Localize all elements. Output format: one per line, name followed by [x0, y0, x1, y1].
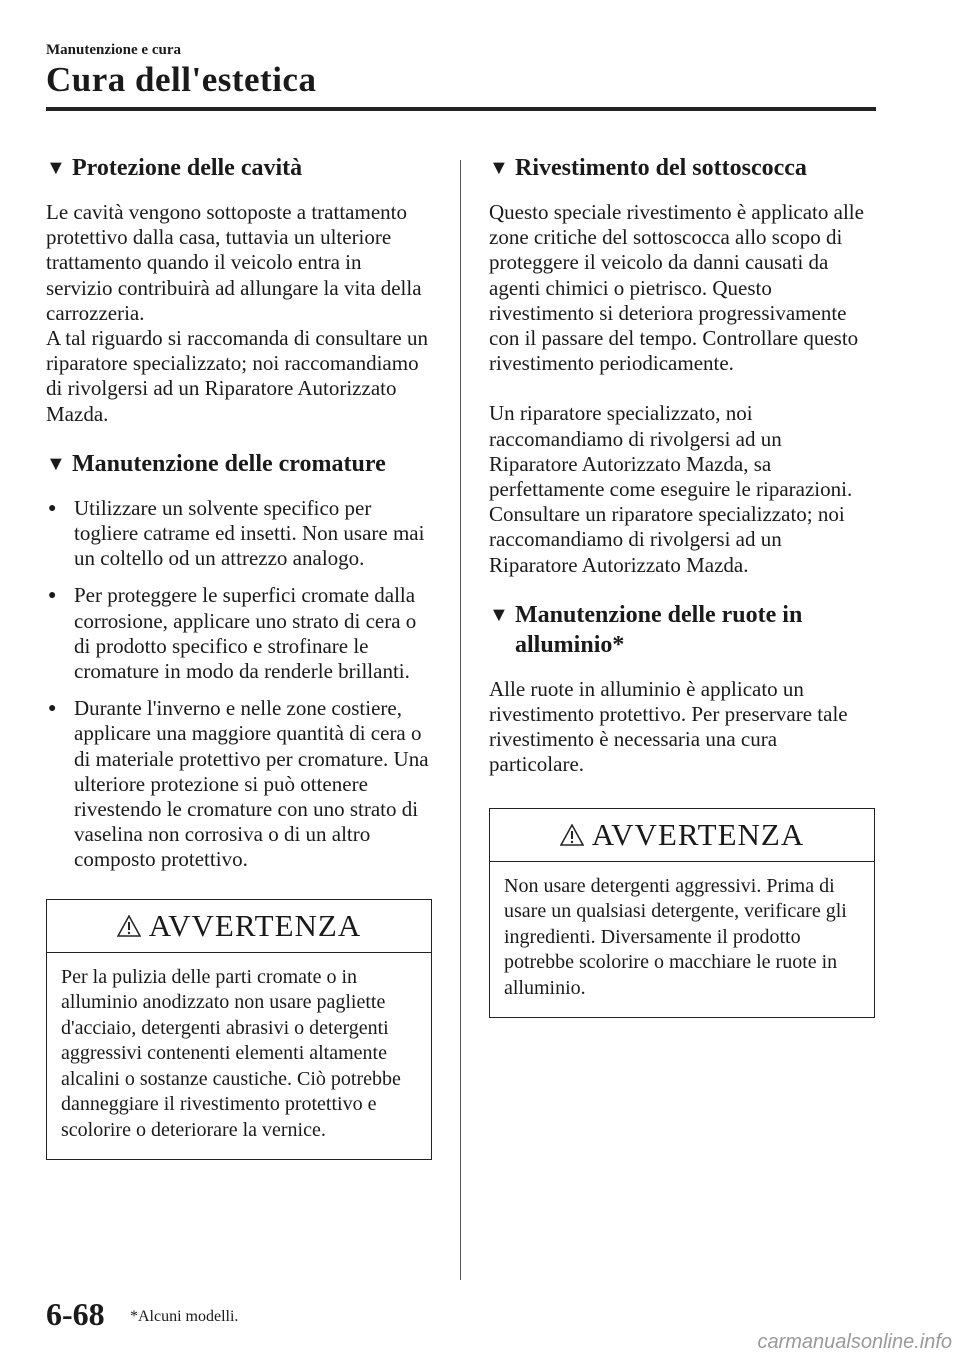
right-column	[489, 153, 875, 1018]
watermark: carmanualsonline.info	[757, 1331, 952, 1353]
list-item	[46, 496, 432, 572]
footnote: *Alcuni modelli.	[130, 1308, 239, 1325]
list-item	[46, 583, 432, 684]
heading-text: Manutenzione delle ruote in alluminio*	[515, 601, 803, 658]
heading-text: Manutenzione delle cromature	[72, 450, 386, 477]
heading-text: Protezione delle cavità	[72, 155, 303, 181]
heading-underbody-coating	[489, 153, 875, 183]
warning-header	[490, 809, 874, 862]
list-item-text: Durante l'inverno e nelle zone costiere, applicare una maggiore quantità di cera o di materiale protettivo per cromature. Una ulteriore protezione si può ottenere rivestendo le cromature con uno strato di vaselina non corrosiva o di un altro composto protettivo.	[74, 696, 429, 872]
warning-triangle-icon	[560, 824, 584, 846]
triangle-down-icon: ▼	[46, 452, 66, 475]
warning-header	[47, 900, 431, 953]
paragraph: Questo speciale rivestimento è applicato alle zone critiche del sottoscocca allo scopo di proteggere il veicolo da danni causati da agenti chimici o pietrisco. Questo rivestimento si deteriora progressivamente con il passare del tempo. Controllare questo rivestimento periodicamente.	[489, 200, 864, 376]
paragraph: Un riparatore specializzato, noi raccomandiamo di rivolgersi ad un Riparatore Autorizzato Mazda, sa perfettamente come eseguire le riparazioni. Consultare un riparatore specializzato; noi raccomandiamo di rivolgersi ad un Riparatore Autorizzato Mazda.	[489, 401, 853, 577]
bullet-list	[46, 496, 432, 873]
triangle-down-icon: ▼	[489, 603, 509, 626]
paragraph: A tal riguardo si raccomanda di consultare un riparatore specializzato; noi raccomandiamo di rivolgersi ad un Riparatore Autorizzato Mazda.	[46, 326, 428, 426]
triangle-down-icon: ▼	[46, 157, 66, 179]
warning-text: Non usare detergenti aggressivi. Prima di usare un qualsiasi detergente, verificare gli ingredienti. Diversamente il prodotto potrebbe scolorire o macchiare le ruote in alluminio.	[504, 874, 847, 999]
warning-title: AVVERTENZA	[148, 907, 362, 943]
warning-triangle-icon	[117, 915, 141, 937]
list-item	[46, 696, 432, 872]
heading-chrome-maintenance	[46, 449, 432, 479]
heading-aluminum-wheels	[489, 600, 875, 660]
bullet-icon: ●	[48, 701, 57, 717]
warning-text: Per la pulizia delle parti cromate o in alluminio anodizzato non usare pagliette d'acciaio, detergenti abrasivi o detergenti aggressivi contenenti elementi altamente alcalini o sostanze caustiche. Ciò potrebbe danneggiare il rivestimento protettivo e scolorire o deteriorare la vernice.	[61, 965, 401, 1141]
page-title: Cura dell'estetica	[46, 60, 317, 99]
section-label: Manutenzione e cura	[46, 42, 181, 58]
paragraph: Alle ruote in alluminio è applicato un rivestimento protettivo. Per preservare tale rivestimento è necessaria una cura particolare.	[489, 676, 848, 777]
bullet-icon: ●	[48, 500, 57, 516]
page-number: 6-68	[46, 1296, 105, 1332]
list-item-text: Per proteggere le superfici cromate dalla corrosione, applicare uno strato di cera o di prodotto specifico e strofinare le cromature in modo da renderle brillanti.	[74, 583, 417, 684]
column-divider	[460, 160, 461, 1280]
triangle-down-icon: ▼	[489, 157, 509, 179]
header-rule	[46, 107, 876, 111]
warning-box	[46, 899, 432, 1161]
heading-text: Rivestimento del sottoscocca	[515, 155, 807, 181]
heading-cavity-protection	[46, 153, 432, 183]
list-item-text: Utilizzare un solvente specifico per togliere catrame ed insetti. Non usare mai un coltello od un attrezzo analogo.	[74, 495, 425, 571]
paragraph: Le cavità vengono sottoposte a trattamento protettivo dalla casa, tuttavia un ulteriore trattamento quando il veicolo entra in servizio contribuirà ad allungare la vita della carrozzeria.	[46, 200, 422, 325]
warning-title: AVVERTENZA	[591, 816, 805, 852]
left-column	[46, 153, 432, 1160]
warning-box	[489, 808, 875, 1019]
bullet-icon: ●	[48, 588, 57, 604]
